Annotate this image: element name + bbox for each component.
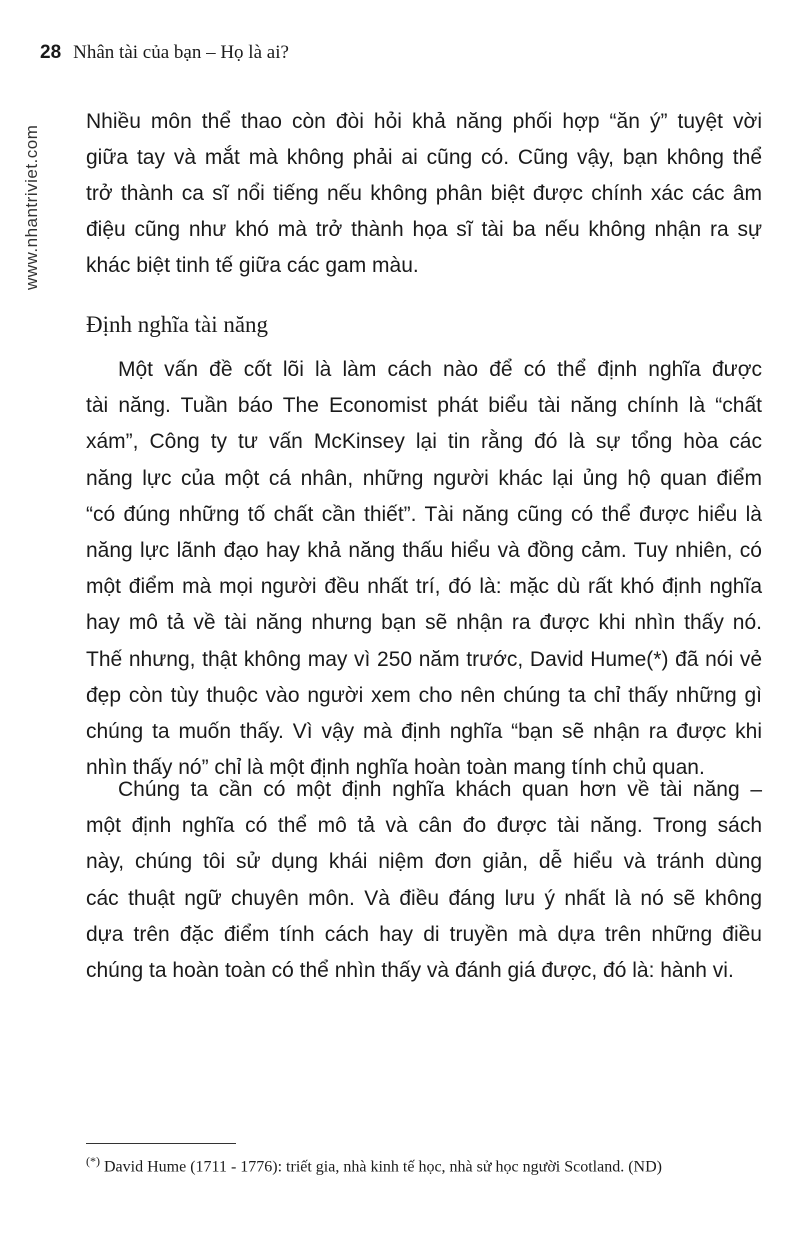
- text-line: Chúng ta cần có một định nghĩa khách quan hơn về tài năng –: [118, 778, 762, 801]
- text-line: Nhiều môn thể thao còn đòi hỏi khả năng phối hợp “ăn ý” tuyệt vời: [86, 110, 762, 133]
- text-line: năng lực lãnh đạo hay khả năng thấu hiểu và đồng cảm. Tuy nhiên, có: [86, 539, 762, 562]
- text-line: hay mô tả về tài năng nhưng bạn sẽ nhận ra được khi nhìn thấy nó.: [86, 611, 762, 635]
- text-line: trở thành ca sĩ nổi tiếng nếu không phân biệt được chính xác các âm: [86, 182, 762, 205]
- text-line: chúng ta muốn thấy. Vì vậy mà định nghĩa “bạn sẽ nhận ra được khi: [86, 720, 762, 743]
- text-line: khác biệt tinh tế giữa các gam màu.: [86, 254, 419, 277]
- text-line: này, chúng tôi sử dụng khái niệm đơn giản, dễ hiểu và tránh dùng: [86, 850, 762, 874]
- text-line: nhìn thấy nó” chỉ là một định nghĩa hoàn toàn mang tính chủ quan.: [86, 756, 705, 780]
- text-line: dựa trên đặc điểm tính cách hay di truyền mà dựa trên những điều: [86, 922, 762, 946]
- text-line: giữa tay và mắt mà không phải ai cũng có. Cũng vậy, bạn không thể: [86, 146, 762, 169]
- section-heading: Định nghĩa tài năng: [86, 312, 269, 337]
- text-line: một định nghĩa có thể mô tả và cân đo được tài năng. Trong sách: [86, 814, 762, 838]
- footnote-marker: (*): [86, 1154, 100, 1168]
- text-line: Thế nhưng, thật không may vì 250 năm trước, David Hume(*) đã nói vẻ: [86, 647, 762, 671]
- text-line: tài năng. Tuần báo The Economist phát biểu tài năng chính là “chất: [86, 394, 762, 418]
- running-title: Nhân tài của bạn – Họ là ai?: [73, 42, 289, 63]
- text-line: năng lực của một cá nhân, những người khác lại ủng hộ quan điểm: [86, 466, 762, 490]
- page-number: 28: [40, 42, 62, 63]
- footnote: [86, 1154, 662, 1176]
- text-line: “có đúng những tố chất cần thiết”. Tài năng cũng có thể được hiểu là: [86, 502, 762, 526]
- footnote-text: David Hume (1711 - 1776): triết gia, nhà kinh tế học, nhà sử học người Scotland. (ND): [104, 1158, 662, 1176]
- text-line: đẹp còn tùy thuộc vào người xem cho nên chúng ta chỉ thấy những gì: [86, 683, 762, 707]
- running-header: [40, 42, 289, 64]
- text-line: chúng ta hoàn toàn có thể nhìn thấy và đánh giá được, đó là: hành vi.: [86, 959, 734, 982]
- text-line: Một vấn đề cốt lõi là làm cách nào để có thể định nghĩa được: [118, 358, 762, 381]
- text-line: điệu cũng như khó mà trở thành họa sĩ tài ba nếu không nhận ra sự: [86, 218, 762, 241]
- footnote-divider: [86, 1143, 236, 1144]
- text-line: các thuật ngữ chuyên môn. Và điều đáng lưu ý nhất là nó sẽ không: [86, 886, 762, 910]
- text-line: xám”, Công ty tư vấn McKinsey lại tin rằng đó là sự tổng hòa các: [86, 430, 762, 454]
- text-line: một điểm mà mọi người đều nhất trí, đó là: mặc dù rất khó định nghĩa: [86, 575, 762, 599]
- watermark: www.nhantriviet.com: [22, 124, 41, 290]
